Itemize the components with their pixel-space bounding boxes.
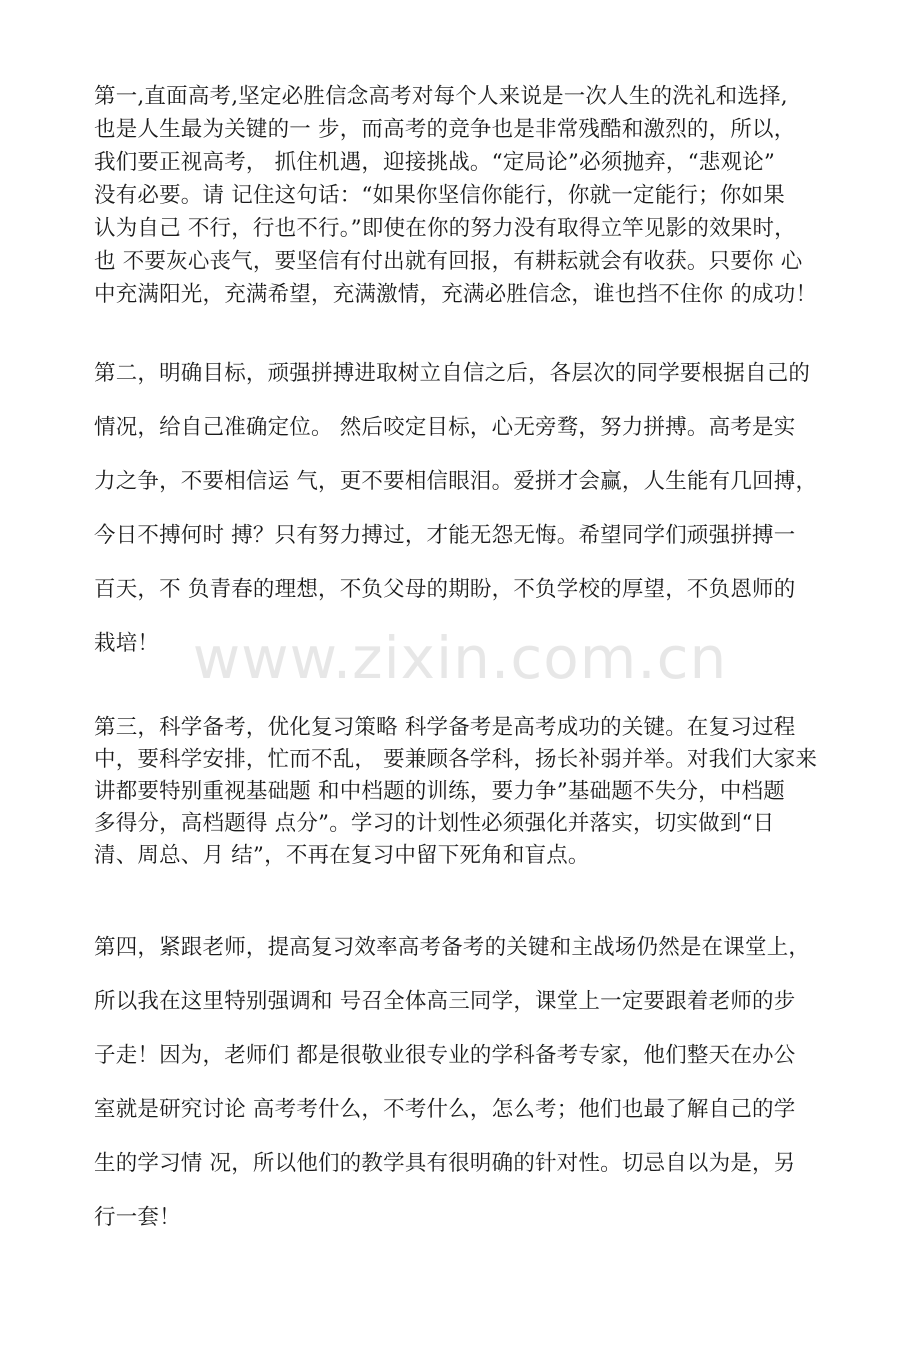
paragraph-line: 行一套！ [94, 1205, 181, 1230]
paragraph-line: 也是人生最为关键的一 步，而高考的竞争也是非常残酷和激烈的，所以， [94, 117, 796, 142]
paragraph-line: 也 不要灰心丧气，要坚信有付出就有回报，有耕耘就会有收获。只要你 心 [94, 249, 803, 274]
paragraph-line: 认为自己 不行，行也不行。”即使在你的努力没有取得立竿见影的效果时， [94, 216, 796, 241]
paragraph-line: 今日不搏何时 搏？只有努力搏过，才能无怨无悔。希望同学们顽强拼搏一 [94, 523, 796, 548]
paragraph-1 [94, 80, 838, 311]
paragraph-line: 中充满阳光，充满希望，充满激情，充满必胜信念，谁也挡不住你 的成功！ [94, 282, 818, 307]
paragraph-line: 第三，科学备考，优化复习策略 科学备考是高考成功的关键。在复习过程 [94, 715, 796, 740]
paragraph-line: 讲都要特别重视基础题 和中档题的训练，要力争”基础题不失分，中档题 [94, 779, 785, 804]
paragraph-line: 栽培！ [94, 631, 160, 656]
paragraph-line: 室就是研究讨论 高考考什么，不考什么，怎么考；他们也最了解自己的学 [94, 1097, 796, 1122]
paragraph-2 [94, 354, 838, 678]
paragraph-line: 清、周总、月 结”，不再在复习中留下死角和盲点。 [94, 843, 590, 868]
paragraph-line: 生的学习情 况，所以他们的教学具有很明确的针对性。切忌自以为是，另 [94, 1151, 796, 1176]
paragraph-line: 中，要科学安排，忙而不乱， 要兼顾各学科，扬长补弱并举。对我们大家来 [94, 747, 818, 772]
paragraph-line: 力之争，不要相信运 气，更不要相信眼泪。爱拼才会赢，人生能有几回搏， [94, 469, 818, 494]
paragraph-line: 没有必要。请 记住这句话：“如果你坚信你能行，你就一定能行；你如果 [94, 183, 785, 208]
paragraph-line: 所以我在这里特别强调和 号召全体高三同学，课堂上一定要跟着老师的步 [94, 989, 796, 1014]
paragraph-line: 第一,直面高考,坚定必胜信念高考对每个人来说是一次人生的洗礼和选择, [94, 84, 788, 109]
paragraph-line: 我们要正视高考， 抓住机遇，迎接挑战。“定局论”必须抛弃，“悲观论” [94, 150, 776, 175]
watermark-text: www.zixin.com.cn [192, 624, 728, 692]
paragraph-line: 百天，不 负青春的理想，不负父母的期盼，不负学校的厚望，不负恩师的 [94, 577, 796, 602]
paragraph-line: 第四，紧跟老师，提高复习效率高考备考的关键和主战场仍然是在课堂上， [94, 935, 811, 960]
paragraph-4 [94, 928, 838, 1252]
paragraph-line: 情况，给自己准确定位。 然后咬定目标，心无旁骛，努力拼搏。高考是实 [94, 415, 796, 440]
paragraph-3 [94, 712, 838, 872]
paragraph-line: 第二，明确目标，顽强拼搏进取树立自信之后，各层次的同学要根据自己的 [94, 361, 811, 386]
paragraph-line: 子走！因为，老师们 都是很敬业很专业的学科备考专家，他们整天在办公 [94, 1043, 796, 1068]
paragraph-line: 多得分，高档题得 点分”。学习的计划性必须强化并落实，切实做到“日 [94, 811, 775, 836]
